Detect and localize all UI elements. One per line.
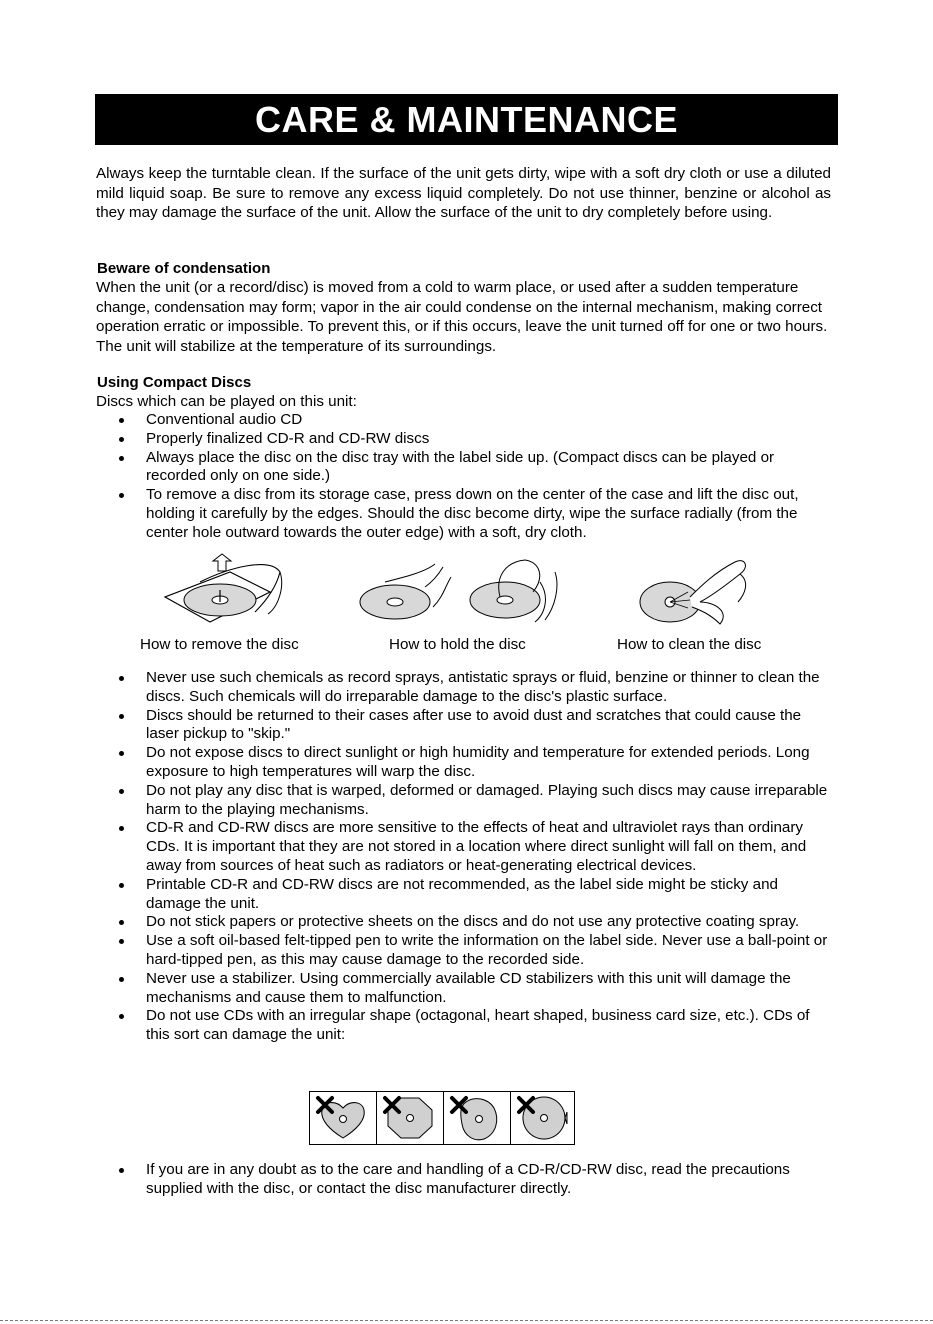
cd-bullets bbox=[115, 411, 835, 543]
list-item: Do not stick papers or protective sheets on the discs and do not use any protective coating spray. bbox=[115, 913, 835, 932]
list-item: Discs should be returned to their cases after use to avoid dust and scratches that could cause the laser pickup to "skip." bbox=[115, 707, 835, 745]
irregular-disc-shapes bbox=[309, 1091, 575, 1145]
list-item: CD-R and CD-RW discs are more sensitive to the effects of heat and ultraviolet rays than ordinary CDs. It is important that they are not stored in a location where direct sunlight will fall on them, and away from sources of heat such as radiators or heat-generating electrical devices. bbox=[115, 819, 835, 875]
list-item: To remove a disc from its storage case, press down on the center of the case and lift the disc out, holding it carefully by the edges. Should the disc become dirty, wipe the surface radially (from the center hole outward towards the outer edge) with a soft, dry cloth. bbox=[115, 486, 835, 542]
list-item: Properly finalized CD-R and CD-RW discs bbox=[115, 430, 835, 449]
octagon-disc-icon bbox=[377, 1092, 443, 1144]
remove-disc-illustration bbox=[160, 552, 350, 632]
list-item: If you are in any doubt as to the care and handling of a CD-R/CD-RW disc, read the precautions supplied with the disc, or contact the disc manufacturer directly. bbox=[115, 1161, 835, 1199]
list-item: Do not play any disc that is warped, deformed or damaged. Playing such discs may cause irreparable harm to the playing mechanisms. bbox=[115, 782, 835, 820]
condensation-paragraph: When the unit (or a record/disc) is moved from a cold to warm place, or used after a sudden temperature change, condensation may form; vapor in the air could condense on the internal mechanism, making correct operation erratic or impossible. To prevent this, or if this occurs, leave the unit turned off for one or two hours. The unit will stabilize at the temperature of its surroundings. bbox=[96, 279, 828, 355]
figure-caption-clean: How to clean the disc bbox=[617, 636, 762, 653]
intro-paragraph: Always keep the turntable clean. If the surface of the unit gets dirty, wipe with a soft dry cloth or use a diluted mild liquid soap. Be sure to remove any excess liquid completely. Do not use thinner, benzine or alcohol as they may damage the surface of the unit. Allow the surface of the unit to dry completely before using. bbox=[96, 165, 831, 222]
list-item: Do not expose discs to direct sunlight or high humidity and temperature for extended periods. Long exposure to high temperatures will warp the disc. bbox=[115, 744, 835, 782]
list-item: Never use such chemicals as record sprays, antistatic sprays or fluid, benzine or thinner to clean the discs. Such chemicals will do irreparable damage to the disc's plastic surface. bbox=[115, 669, 835, 707]
list-item: Never use a stabilizer. Using commercially available CD stabilizers with this unit will damage the mechanisms and cause them to malfunction. bbox=[115, 970, 835, 1008]
precaution-bullets bbox=[115, 669, 835, 1045]
list-item: Use a soft oil-based felt-tipped pen to write the information on the label side. Never use a ball-point or hard-tipped pen, as this may cause damage to the recorded side. bbox=[115, 932, 835, 970]
page-bottom-divider bbox=[0, 1320, 933, 1321]
page-title: CARE & MAINTENANCE bbox=[255, 98, 678, 140]
page-title-banner bbox=[95, 94, 838, 145]
list-item: Printable CD-R and CD-RW discs are not recommended, as the label side might be sticky and damage the unit. bbox=[115, 876, 835, 914]
cd-intro: Discs which can be played on this unit: bbox=[96, 393, 357, 410]
heart-disc-icon bbox=[310, 1092, 376, 1144]
condensation-heading: Beware of condensation bbox=[97, 260, 271, 277]
figure-caption-hold: How to hold the disc bbox=[389, 636, 526, 653]
list-item: Always place the disc on the disc tray with the label side up. (Compact discs can be played or recorded only on one side.) bbox=[115, 449, 835, 487]
list-item: Do not use CDs with an irregular shape (octagonal, heart shaped, business card size, etc.). CDs of this sort can damage the unit: bbox=[115, 1007, 835, 1045]
hold-disc-illustration bbox=[355, 552, 575, 632]
irregular-disc-icon bbox=[511, 1092, 577, 1144]
cd-heading: Using Compact Discs bbox=[97, 374, 252, 391]
card-disc-icon bbox=[444, 1092, 510, 1144]
clean-disc-illustration bbox=[620, 552, 800, 632]
figure-caption-remove: How to remove the disc bbox=[140, 636, 299, 653]
final-bullet-list bbox=[115, 1161, 835, 1199]
list-item: Conventional audio CD bbox=[115, 411, 835, 430]
